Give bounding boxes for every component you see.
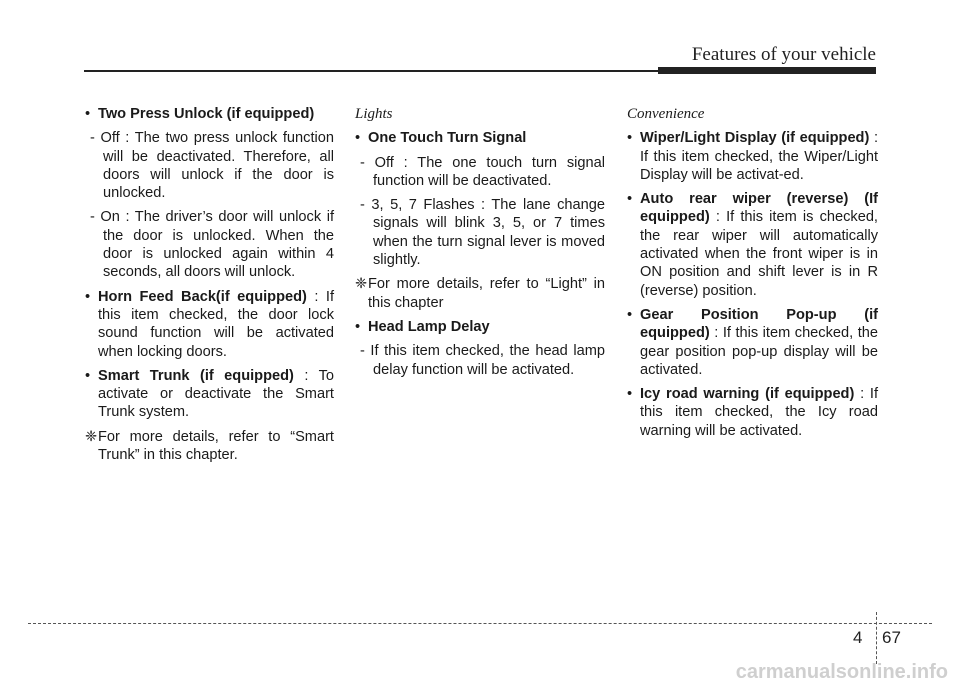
list-item-icy-road: [627, 385, 878, 440]
header-title: Features of your vehicle: [691, 44, 876, 65]
list-item-gear-popup: [627, 306, 878, 379]
list-item-two-press-off: - Off : The two press unlock function will be deactivated. Therefore, all doors will unlock if the door is unlocked.: [90, 130, 334, 202]
item-text: : If this item checked, the door lock sound function will be activated when locking doors.: [98, 288, 335, 360]
item-title: Icy road warning (if equipped): [640, 386, 855, 403]
item-title: Horn Feed Back(if equipped): [98, 288, 307, 305]
note: [85, 428, 334, 465]
bullet-icon: •: [85, 367, 91, 384]
bullet-icon: •: [627, 191, 633, 208]
item-title: Auto rear wiper (reverse) (If equipped): [640, 191, 878, 226]
column-right: [627, 105, 878, 446]
item-title: Gear Position Pop-up (if equipped): [640, 306, 878, 342]
list-item-turn-flashes: - 3, 5, 7 Flashes : The lane change signals will blink 3, 5, or 7 times when the turn signal lever is moved slightly.: [360, 197, 605, 269]
watermark: carmanualsonline.info: [735, 661, 948, 683]
column-left: [85, 105, 334, 470]
note-text: For more details, refer to “Light” in this chapter: [368, 276, 605, 311]
bullet-icon: •: [85, 288, 91, 305]
item-text: : If this item checked, the Icy road warning will be activated.: [640, 386, 878, 439]
bullet-icon: •: [355, 130, 361, 147]
bullet-icon: •: [355, 318, 361, 335]
bullet-icon: •: [627, 130, 633, 147]
page-number-divider: [876, 612, 877, 664]
item-text: : If this item checked, the gear position pop-up display will be activated.: [640, 325, 878, 378]
item-title: Wiper/Light Display (if equipped): [640, 130, 870, 147]
item-text: : To activate or deactivate the Smart Trunk system.: [98, 367, 334, 421]
item-title: Two Press Unlock (if equipped): [98, 106, 315, 122]
list-item-head-lamp-text: - If this item checked, the head lamp delay function will be activated.: [360, 343, 605, 378]
page-number: 67: [882, 628, 901, 647]
list-item-head-lamp: [355, 318, 605, 336]
bullet-icon: •: [85, 106, 91, 122]
section-title-lights: Lights: [355, 106, 393, 122]
list-item-two-press-on: - On : The driver’s door will unlock if the door is unlocked. When the door is unlocked again within 4 seconds, all doors will unlock.: [90, 209, 334, 281]
list-item-smart-trunk: [85, 367, 334, 422]
bullet-icon: •: [627, 386, 633, 403]
list-item-rear-wiper: [627, 190, 878, 300]
list-item-turn-signal: [355, 129, 605, 147]
note-icon: ❈: [355, 276, 368, 293]
chapter-number: 4: [853, 628, 863, 647]
item-text: : If this item is checked, the rear wiper will automatically activated when the front wiper is in ON position and shift lever is in R (reverse) position.: [640, 209, 878, 299]
list-item-wiper-display: [627, 129, 878, 184]
item-title: Head Lamp Delay: [368, 318, 490, 335]
bullet-icon: •: [627, 306, 633, 323]
note: [355, 275, 605, 312]
column-middle: [355, 105, 605, 385]
note-text: For more details, refer to “Smart Trunk” in this chapter.: [98, 428, 334, 464]
list-item-two-press: [85, 105, 334, 123]
header-rule-accent: [658, 67, 876, 74]
footer-rule: [28, 623, 932, 624]
item-title: One Touch Turn Signal: [368, 130, 527, 147]
item-title: Smart Trunk (if equipped): [98, 367, 294, 384]
note-icon: ❈: [85, 428, 98, 445]
list-item-horn: [85, 288, 334, 361]
section-title-convenience: Convenience: [627, 106, 705, 122]
list-item-turn-off: - Off : The one touch turn signal function will be deactivated.: [360, 154, 605, 189]
item-text: : If this item checked, the Wiper/Light Display will be activat-ed.: [640, 130, 878, 183]
